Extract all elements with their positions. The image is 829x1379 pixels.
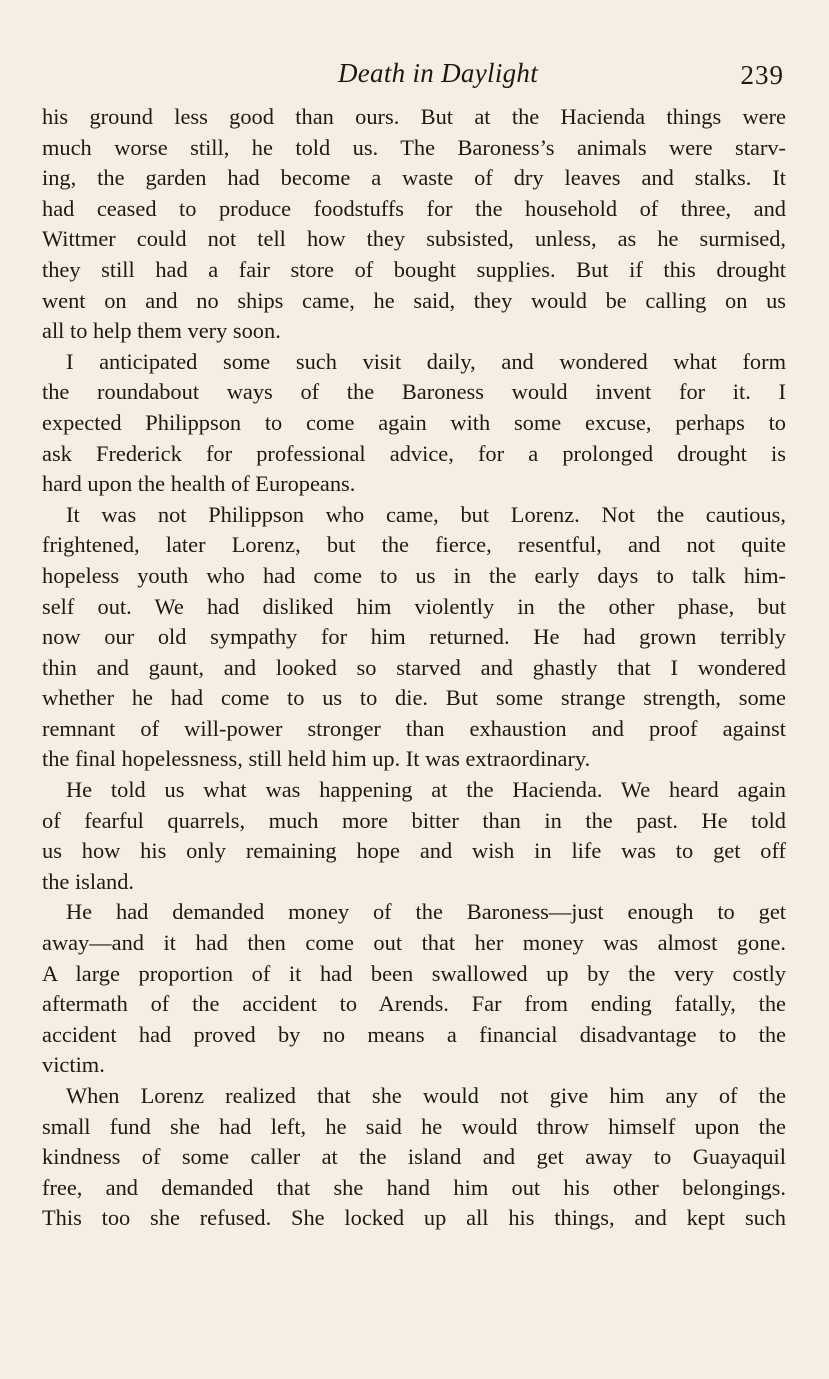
- text-line: the island.: [42, 868, 135, 894]
- text-line: victim.: [42, 1052, 105, 1078]
- text-line: remnant of will-power stronger than exhaustion and proof against: [42, 715, 786, 741]
- text-line: hard upon the health of Europeans.: [42, 471, 356, 497]
- text-line: much worse still, he told us. The Baroness’s animals were starv-: [42, 134, 786, 160]
- text-line: ing, the garden had become a waste of dry leaves and stalks. It: [42, 165, 786, 191]
- text-line: the roundabout ways of the Baroness would invent for it. I: [42, 379, 786, 405]
- text-line: He told us what was happening at the Hacienda. We heard again: [66, 777, 786, 803]
- text-line: ask Frederick for professional advice, for a prolonged drought is: [42, 440, 786, 466]
- text-line: they still had a fair store of bought supplies. But if this drought: [42, 256, 786, 282]
- text-line: Wittmer could not tell how they subsisted, unless, as he surmised,: [42, 226, 786, 252]
- text-line: all to help them very soon.: [42, 318, 281, 344]
- text-line: self out. We had disliked him violently in the other phase, but: [42, 593, 786, 619]
- text-line: accident had proved by no means a financial disadvantage to the: [42, 1021, 786, 1047]
- running-head: [42, 58, 786, 94]
- text-line: I anticipated some such visit daily, and wondered what form: [66, 348, 786, 374]
- text-line: When Lorenz realized that she would not give him any of the: [66, 1083, 786, 1108]
- text-line: kindness of some caller at the island and get away to Guayaquil: [42, 1144, 786, 1170]
- text-line: He had demanded money of the Baroness—just enough to get: [66, 899, 786, 925]
- text-line: hopeless youth who had come to us in the early days to talk him-: [42, 562, 786, 588]
- page-number: 239: [740, 60, 784, 90]
- text-line: A large proportion of it had been swallowed up by the very costly: [42, 960, 786, 986]
- text-line: aftermath of the accident to Arends. Far from ending fatally, the: [42, 991, 786, 1017]
- text-line: us how his only remaining hope and wish in life was to get off: [42, 838, 786, 864]
- body-text: [42, 102, 786, 1234]
- text-line: small fund she had left, he said he would throw himself upon the: [42, 1113, 786, 1139]
- text-line: It was not Philippson who came, but Lorenz. Not the cautious,: [66, 501, 786, 527]
- text-line: of fearful quarrels, much more bitter than in the past. He told: [42, 807, 786, 833]
- text-line: his ground less good than ours. But at the Hacienda things were: [42, 104, 786, 129]
- text-line: This too she refused. She locked up all his things, and kept such: [42, 1205, 786, 1231]
- running-title: Death in Daylight: [337, 58, 539, 88]
- text-line: thin and gaunt, and looked so starved and ghastly that I wondered: [42, 654, 786, 680]
- text-line: had ceased to produce foodstuffs for the household of three, and: [42, 195, 786, 221]
- text-line: free, and demanded that she hand him out his other belongings.: [42, 1174, 786, 1200]
- text-line: expected Philippson to come again with some excuse, perhaps to: [42, 409, 786, 435]
- text-line: frightened, later Lorenz, but the fierce, resentful, and not quite: [42, 532, 786, 558]
- text-line: away—and it had then come out that her money was almost gone.: [42, 930, 786, 956]
- text-line: whether he had come to us to die. But some strange strength, some: [42, 685, 786, 711]
- text-line: now our old sympathy for him returned. He had grown terribly: [42, 624, 786, 650]
- text-line: went on and no ships came, he said, they would be calling on us: [42, 287, 786, 313]
- text-line: the final hopelessness, still held him up. It was extraordinary.: [42, 746, 591, 772]
